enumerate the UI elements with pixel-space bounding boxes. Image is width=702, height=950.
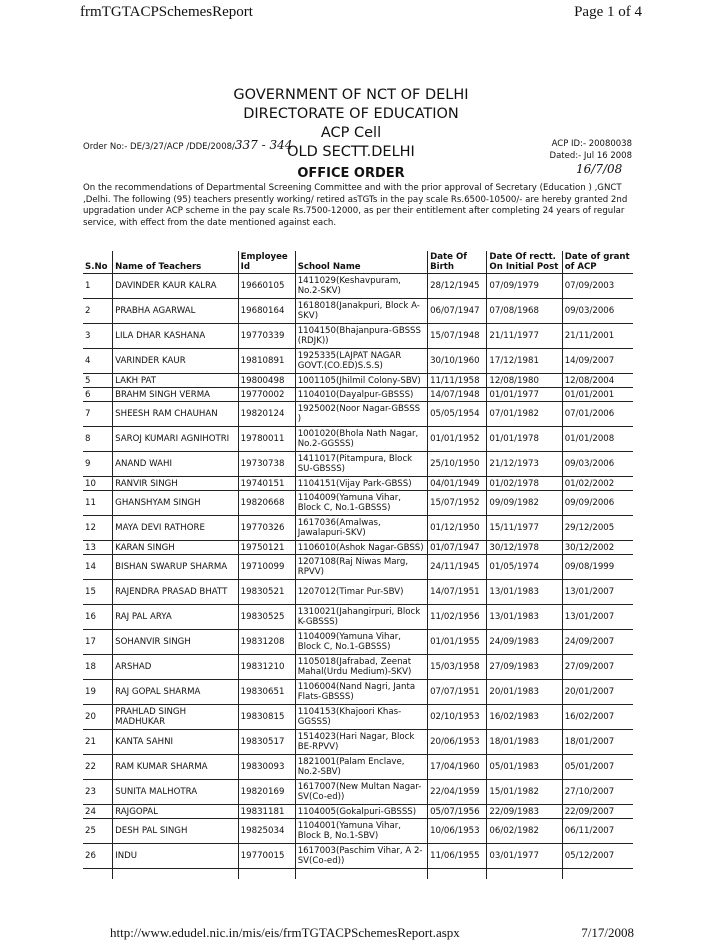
cell-employee-id: 19820169 (238, 780, 295, 805)
cell-name: SUNITA MALHOTRA (113, 780, 239, 805)
cell-dob: 02/10/1953 (428, 705, 487, 730)
cell-dob: 30/10/1960 (428, 349, 487, 374)
cell-rectt: 12/08/1980 (487, 374, 562, 388)
cell-sno: 13 (83, 541, 113, 555)
cell-sno: 4 (83, 349, 113, 374)
cell-sno: 19 (83, 680, 113, 705)
cell-grant: 01/01/2001 (562, 388, 633, 402)
dated: Dated:- Jul 16 2008 (549, 151, 632, 161)
cell-school: 1104150(Bhajanpura-GBSSS (RDJK)) (295, 324, 427, 349)
cell-rectt: 09/09/1982 (487, 491, 562, 516)
table-row (83, 388, 633, 402)
empty-cell (562, 869, 633, 880)
cell-name: KANTA SAHNI (113, 730, 239, 755)
cell-sno: 20 (83, 705, 113, 730)
cell-grant: 16/02/2007 (562, 705, 633, 730)
table-row (83, 630, 633, 655)
order-number-label: Order No:- DE/3/27/ACP /DDE/2008/ (83, 142, 235, 152)
cell-rectt: 22/09/1983 (487, 805, 562, 819)
cell-name: RAJGOPAL (113, 805, 239, 819)
empty-cell (487, 869, 562, 880)
letterhead-government: GOVERNMENT OF NCT OF DELHI (233, 87, 469, 103)
cell-employee-id: 19800498 (238, 374, 295, 388)
cell-grant: 12/08/2004 (562, 374, 633, 388)
cell-dob: 20/06/1953 (428, 730, 487, 755)
cell-dob: 05/05/1954 (428, 402, 487, 427)
cell-dob: 05/07/1956 (428, 805, 487, 819)
cell-sno: 16 (83, 605, 113, 630)
cell-sno: 2 (83, 299, 113, 324)
table-row (83, 655, 633, 680)
cell-employee-id: 19770002 (238, 388, 295, 402)
cell-employee-id: 19830093 (238, 755, 295, 780)
cell-school: 1925335(LAJPAT NAGAR GOVT.(CO.ED)S.S.S) (295, 349, 427, 374)
cell-grant: 24/09/2007 (562, 630, 633, 655)
cell-employee-id: 19830525 (238, 605, 295, 630)
cell-dob: 06/07/1947 (428, 299, 487, 324)
cell-school: 1104009(Yamuna Vihar, Block C, No.1-GBSSS) (295, 630, 427, 655)
cell-employee-id: 19780011 (238, 427, 295, 452)
cell-employee-id: 19740151 (238, 477, 295, 491)
cell-dob: 01/01/1952 (428, 427, 487, 452)
order-body: On the recommendations of Departmental Screening Committee and with the prior approval of Secretary (Education ) ,GNCT ,Delhi. The following (95) teachers presently working/ retired asTGTs in the pay scale Rs.6500-10500/- are hereby granted 2nd upgradation under ACP scheme in the pay scale Rs.7500-12000, as per their entitlement after completing 24 years of regular service, with effect from the date mentioned against each. (83, 183, 628, 228)
empty-cell (295, 869, 427, 880)
table-row (83, 374, 633, 388)
cell-grant: 20/01/2007 (562, 680, 633, 705)
header-employee-id: Employee Id (238, 251, 295, 274)
cell-rectt: 17/12/1981 (487, 349, 562, 374)
cell-grant: 01/01/2008 (562, 427, 633, 452)
cell-name: ANAND WAHI (113, 452, 239, 477)
cell-grant: 27/10/2007 (562, 780, 633, 805)
cell-rectt: 21/12/1973 (487, 452, 562, 477)
cell-name: RAJ GOPAL SHARMA (113, 680, 239, 705)
cell-school: 1001105(Jhilmil Colony-SBV) (295, 374, 427, 388)
cell-dob: 28/12/1945 (428, 274, 487, 299)
cell-sno: 18 (83, 655, 113, 680)
cell-sno: 3 (83, 324, 113, 349)
cell-name: ARSHAD (113, 655, 239, 680)
cell-grant: 05/01/2007 (562, 755, 633, 780)
cell-rectt: 05/01/1983 (487, 755, 562, 780)
cell-name: SAROJ KUMARI AGNIHOTRI (113, 427, 239, 452)
cell-sno: 21 (83, 730, 113, 755)
cell-rectt: 15/11/1977 (487, 516, 562, 541)
cell-sno: 1 (83, 274, 113, 299)
cell-employee-id: 19820124 (238, 402, 295, 427)
table-row (83, 819, 633, 844)
cell-rectt: 21/11/1977 (487, 324, 562, 349)
cell-grant: 05/12/2007 (562, 844, 633, 869)
cell-sno: 15 (83, 580, 113, 605)
cell-name: SOHANVIR SINGH (113, 630, 239, 655)
cell-name: VARINDER KAUR (113, 349, 239, 374)
acp-table (83, 251, 633, 879)
cell-sno: 22 (83, 755, 113, 780)
empty-cell (113, 869, 239, 880)
cell-dob: 15/07/1952 (428, 491, 487, 516)
table-row (83, 605, 633, 630)
cell-dob: 07/07/1951 (428, 680, 487, 705)
cell-name: BISHAN SWARUP SHARMA (113, 555, 239, 580)
order-number-handwritten: 337 - 344 (234, 138, 293, 152)
cell-dob: 15/07/1948 (428, 324, 487, 349)
cell-name: KARAN SINGH (113, 541, 239, 555)
header-grant: Date of grant of ACP (562, 251, 633, 274)
cell-employee-id: 19831210 (238, 655, 295, 680)
cell-rectt: 01/01/1977 (487, 388, 562, 402)
cell-sno: 10 (83, 477, 113, 491)
table-row (83, 427, 633, 452)
cell-school: 1411029(Keshavpuram, No.2-SKV) (295, 274, 427, 299)
table-row (83, 324, 633, 349)
acp-meta (550, 138, 632, 162)
cell-school: 1106010(Ashok Nagar-GBSS) (295, 541, 427, 555)
cell-employee-id: 19660105 (238, 274, 295, 299)
cell-sno: 26 (83, 844, 113, 869)
cell-employee-id: 19820668 (238, 491, 295, 516)
cell-school: 1207012(Timar Pur-SBV) (295, 580, 427, 605)
cell-rectt: 01/02/1978 (487, 477, 562, 491)
cell-grant: 07/09/2003 (562, 274, 633, 299)
cell-employee-id: 19830815 (238, 705, 295, 730)
cell-school: 1104001(Yamuna Vihar, Block B, No.1-SBV) (295, 819, 427, 844)
cell-sno: 14 (83, 555, 113, 580)
cell-name: RAM KUMAR SHARMA (113, 755, 239, 780)
cell-grant: 13/01/2007 (562, 580, 633, 605)
cell-dob: 11/02/1956 (428, 605, 487, 630)
cell-sno: 25 (83, 819, 113, 844)
cell-employee-id: 19730738 (238, 452, 295, 477)
cell-grant: 27/09/2007 (562, 655, 633, 680)
cell-dob: 01/12/1950 (428, 516, 487, 541)
table-body (83, 274, 633, 880)
cell-school: 1104005(Gokalpuri-GBSSS) (295, 805, 427, 819)
header-school: School Name (295, 251, 427, 274)
cell-sno: 12 (83, 516, 113, 541)
table-row (83, 402, 633, 427)
cell-sno: 9 (83, 452, 113, 477)
acp-id: ACP ID:- 20080038 (551, 139, 632, 149)
handwritten-date: 16/7/08 (576, 162, 623, 176)
cell-name: RANVIR SINGH (113, 477, 239, 491)
cell-grant: 29/12/2005 (562, 516, 633, 541)
cell-name: PRABHA AGARWAL (113, 299, 239, 324)
cell-rectt: 30/12/1978 (487, 541, 562, 555)
table-row (83, 730, 633, 755)
cell-dob: 24/11/1945 (428, 555, 487, 580)
cell-sno: 8 (83, 427, 113, 452)
cell-employee-id: 19831181 (238, 805, 295, 819)
cell-sno: 7 (83, 402, 113, 427)
cell-grant: 09/03/2006 (562, 452, 633, 477)
page-indicator: Page 1 of 4 (574, 4, 642, 20)
cell-dob: 25/10/1950 (428, 452, 487, 477)
cell-grant: 07/01/2006 (562, 402, 633, 427)
office-order-title: OFFICE ORDER (297, 166, 405, 181)
cell-sno: 23 (83, 780, 113, 805)
cell-grant: 21/11/2001 (562, 324, 633, 349)
letterhead-directorate: DIRECTORATE OF EDUCATION (243, 106, 459, 122)
cell-school: 1618018(Janakpuri, Block A-SKV) (295, 299, 427, 324)
cell-name: GHANSHYAM SINGH (113, 491, 239, 516)
empty-cell (83, 869, 113, 880)
cell-school: 1104153(Khajoori Khas-GGSSS) (295, 705, 427, 730)
cell-name: INDU (113, 844, 239, 869)
cell-dob: 11/06/1955 (428, 844, 487, 869)
table-row-continuation (83, 869, 633, 880)
cell-school: 1104009(Yamuna Vihar, Block C, No.1-GBSSS) (295, 491, 427, 516)
cell-grant: 09/03/2006 (562, 299, 633, 324)
cell-school: 1207108(Raj Niwas Marg, RPVV) (295, 555, 427, 580)
cell-name: RAJENDRA PRASAD BHATT (113, 580, 239, 605)
cell-school: 1617007(New Multan Nagar-SV(Co-ed)) (295, 780, 427, 805)
cell-dob: 14/07/1948 (428, 388, 487, 402)
table-row (83, 477, 633, 491)
cell-name: RAJ PAL ARYA (113, 605, 239, 630)
table-row (83, 541, 633, 555)
cell-rectt: 16/02/1983 (487, 705, 562, 730)
table-row (83, 755, 633, 780)
cell-dob: 01/01/1955 (428, 630, 487, 655)
cell-employee-id: 19831208 (238, 630, 295, 655)
cell-grant: 30/12/2002 (562, 541, 633, 555)
cell-sno: 11 (83, 491, 113, 516)
table-row (83, 299, 633, 324)
table-row (83, 274, 633, 299)
cell-sno: 24 (83, 805, 113, 819)
cell-employee-id: 19770015 (238, 844, 295, 869)
cell-employee-id: 19810891 (238, 349, 295, 374)
cell-name: DESH PAL SINGH (113, 819, 239, 844)
cell-name: MAYA DEVI RATHORE (113, 516, 239, 541)
cell-dob: 11/11/1958 (428, 374, 487, 388)
cell-dob: 15/03/1958 (428, 655, 487, 680)
table-row (83, 705, 633, 730)
table-row (83, 452, 633, 477)
header-rectt: Date Of rectt. On Initial Post (487, 251, 562, 274)
cell-dob: 17/04/1960 (428, 755, 487, 780)
header-name: Name of Teachers (113, 251, 239, 274)
table-row (83, 844, 633, 869)
cell-rectt: 03/01/1977 (487, 844, 562, 869)
report-name: frmTGTACPSchemesReport (80, 4, 253, 20)
cell-school: 1106004(Nand Nagri, Janta Flats-GBSSS) (295, 680, 427, 705)
cell-school: 1617003(Paschim Vihar, A 2-SV(Co-ed)) (295, 844, 427, 869)
cell-grant: 22/09/2007 (562, 805, 633, 819)
cell-dob: 10/06/1953 (428, 819, 487, 844)
cell-employee-id: 19710099 (238, 555, 295, 580)
cell-employee-id: 19830517 (238, 730, 295, 755)
print-header (80, 4, 642, 24)
cell-dob: 04/01/1949 (428, 477, 487, 491)
table-row (83, 491, 633, 516)
page-url: http://www.edudel.nic.in/mis/eis/frmTGTACPSchemesReport.aspx (110, 925, 460, 940)
cell-school: 1821001(Palam Enclave, No.2-SBV) (295, 755, 427, 780)
cell-name: LILA DHAR KASHANA (113, 324, 239, 349)
cell-grant: 09/08/1999 (562, 555, 633, 580)
cell-grant: 14/09/2007 (562, 349, 633, 374)
cell-employee-id: 19750121 (238, 541, 295, 555)
print-date: 7/17/2008 (581, 925, 634, 940)
cell-rectt: 13/01/1983 (487, 580, 562, 605)
cell-school: 1104151(Vijay Park-GBSS) (295, 477, 427, 491)
cell-rectt: 15/01/1982 (487, 780, 562, 805)
cell-rectt: 18/01/1983 (487, 730, 562, 755)
table-row (83, 805, 633, 819)
empty-cell (428, 869, 487, 880)
cell-school: 1617036(Amalwas, Jawalapuri-SKV) (295, 516, 427, 541)
cell-employee-id: 19830521 (238, 580, 295, 605)
table-row (83, 780, 633, 805)
cell-grant: 06/11/2007 (562, 819, 633, 844)
cell-sno: 17 (83, 630, 113, 655)
cell-school: 1925002(Noor Nagar-GBSSS ) (295, 402, 427, 427)
header-dob: Date Of Birth (428, 251, 487, 274)
cell-name: LAKH PAT (113, 374, 239, 388)
cell-dob: 01/07/1947 (428, 541, 487, 555)
table-row (83, 680, 633, 705)
cell-employee-id: 19825034 (238, 819, 295, 844)
cell-school: 1001020(Bhola Nath Nagar, No.2-GGSSS) (295, 427, 427, 452)
cell-employee-id: 19680164 (238, 299, 295, 324)
cell-sno: 6 (83, 388, 113, 402)
cell-rectt: 01/05/1974 (487, 555, 562, 580)
cell-sno: 5 (83, 374, 113, 388)
table-row (83, 516, 633, 541)
cell-name: PRAHLAD SINGH MADHUKAR (113, 705, 239, 730)
cell-school: 1310021(Jahangirpuri, Block K-GBSSS) (295, 605, 427, 630)
cell-rectt: 07/09/1979 (487, 274, 562, 299)
cell-school: 1104010(Dayalpur-GBSSS) (295, 388, 427, 402)
table-row (83, 349, 633, 374)
header-sno: S.No (83, 251, 113, 274)
cell-rectt: 01/01/1978 (487, 427, 562, 452)
cell-grant: 01/02/2002 (562, 477, 633, 491)
cell-dob: 22/04/1959 (428, 780, 487, 805)
cell-rectt: 07/01/1982 (487, 402, 562, 427)
cell-rectt: 13/01/1983 (487, 605, 562, 630)
cell-rectt: 07/08/1968 (487, 299, 562, 324)
order-number (83, 138, 292, 152)
cell-school: 1411017(Pitampura, Block SU-GBSSS) (295, 452, 427, 477)
cell-name: BRAHM SINGH VERMA (113, 388, 239, 402)
cell-rectt: 27/09/1983 (487, 655, 562, 680)
cell-name: SHEESH RAM CHAUHAN (113, 402, 239, 427)
cell-employee-id: 19770326 (238, 516, 295, 541)
cell-name: DAVINDER KAUR KALRA (113, 274, 239, 299)
cell-employee-id: 19830651 (238, 680, 295, 705)
cell-grant: 09/09/2006 (562, 491, 633, 516)
cell-school: 1105018(Jafrabad, Zeenat Mahal(Urdu Medium)-SKV) (295, 655, 427, 680)
empty-cell (238, 869, 295, 880)
cell-school: 1514023(Hari Nagar, Block BE-RPVV) (295, 730, 427, 755)
cell-employee-id: 19770339 (238, 324, 295, 349)
cell-grant: 13/01/2007 (562, 605, 633, 630)
table-header-row (83, 251, 633, 274)
cell-grant: 18/01/2007 (562, 730, 633, 755)
letterhead-cell: ACP Cell (320, 125, 382, 141)
table-row (83, 555, 633, 580)
cell-rectt: 06/02/1982 (487, 819, 562, 844)
letterhead-address: OLD SECTT.DELHI (287, 144, 415, 160)
cell-rectt: 24/09/1983 (487, 630, 562, 655)
cell-dob: 14/07/1951 (428, 580, 487, 605)
cell-rectt: 20/01/1983 (487, 680, 562, 705)
table-row (83, 580, 633, 605)
